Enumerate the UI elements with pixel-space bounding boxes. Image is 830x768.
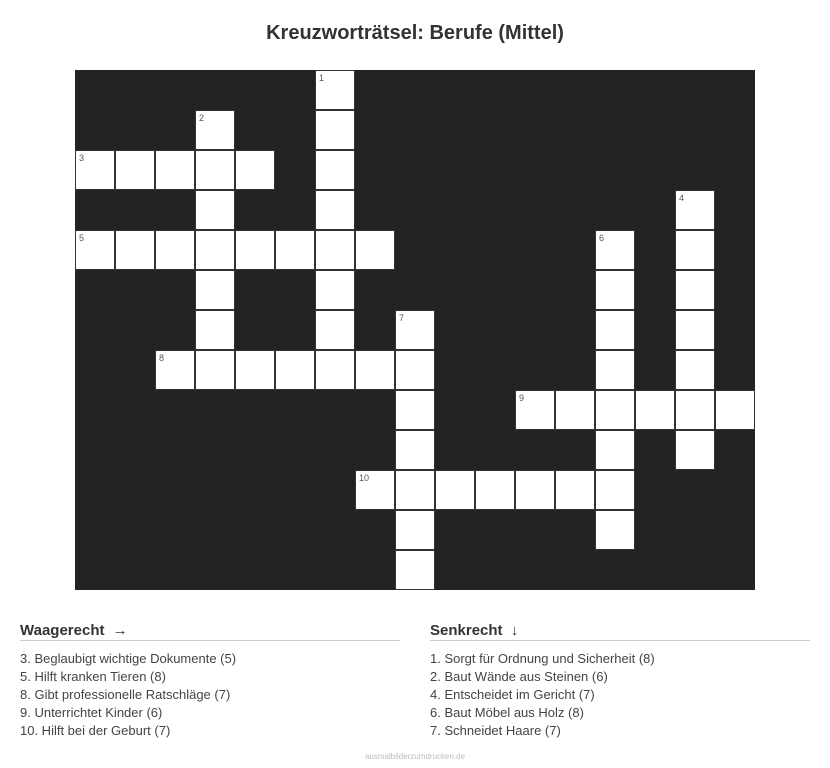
crossword-cell[interactable] [195, 230, 235, 270]
down-clue: 2. Baut Wände aus Steinen (6) [430, 669, 608, 684]
crossword-cell[interactable] [675, 230, 715, 270]
crossword-cell[interactable] [595, 510, 635, 550]
clue-number: 4 [679, 193, 685, 203]
crossword-cell[interactable] [195, 310, 235, 350]
arrow-right-icon: → [112, 622, 128, 639]
clue-number: 3 [79, 153, 85, 163]
crossword-cell[interactable] [75, 230, 115, 270]
clue-number: 2 [199, 113, 205, 123]
down-heading-label: Senkrecht [430, 622, 503, 639]
crossword-cell[interactable] [675, 430, 715, 470]
clue-number: 6 [599, 233, 605, 243]
crossword-cell[interactable] [115, 230, 155, 270]
crossword-cell[interactable] [355, 470, 395, 510]
crossword-cell[interactable] [355, 350, 395, 390]
down-clue-list [430, 650, 810, 740]
clue-number: 7 [399, 313, 405, 323]
clue-number: 10 [359, 473, 370, 483]
crossword-cell[interactable] [595, 270, 635, 310]
crossword-cell[interactable] [235, 230, 275, 270]
crossword-cell[interactable] [195, 270, 235, 310]
crossword-cell[interactable] [315, 270, 355, 310]
crossword-cell[interactable] [195, 350, 235, 390]
crossword-cell[interactable] [235, 350, 275, 390]
across-clue: 9. Unterrichtet Kinder (6) [20, 705, 163, 720]
crossword-cell[interactable] [395, 430, 435, 470]
crossword-cell[interactable] [155, 150, 195, 190]
across-clue: 3. Beglaubigt wichtige Dokumente (5) [20, 651, 237, 666]
crossword-cell[interactable] [195, 110, 235, 150]
down-clue: 7. Schneidet Haare (7) [430, 723, 561, 738]
crossword-cell[interactable] [515, 390, 555, 430]
crossword-cell[interactable] [395, 390, 435, 430]
crossword-cell[interactable] [195, 150, 235, 190]
crossword-cell[interactable] [315, 350, 355, 390]
clue-number: 1 [319, 73, 325, 83]
clue-number: 8 [159, 353, 165, 363]
crossword-grid [75, 70, 755, 590]
crossword-cell[interactable] [195, 190, 235, 230]
crossword-cell[interactable] [395, 310, 435, 350]
crossword-cell[interactable] [435, 470, 475, 510]
across-clues-panel [20, 622, 400, 740]
crossword-cell[interactable] [315, 190, 355, 230]
across-heading [20, 622, 400, 641]
clue-number: 5 [79, 233, 85, 243]
crossword-cell[interactable] [395, 510, 435, 550]
crossword-cell[interactable] [635, 390, 675, 430]
crossword-cell[interactable] [595, 230, 635, 270]
across-clue: 10. Hilft bei der Geburt (7) [20, 723, 171, 738]
crossword-cell[interactable] [555, 470, 595, 510]
crossword-cell[interactable] [475, 470, 515, 510]
crossword-cell[interactable] [395, 470, 435, 510]
crossword-cell[interactable] [675, 350, 715, 390]
crossword-cell[interactable] [115, 150, 155, 190]
crossword-cell[interactable] [595, 470, 635, 510]
crossword-cell[interactable] [315, 230, 355, 270]
down-clue: 4. Entscheidet im Gericht (7) [430, 687, 595, 702]
page-title: Kreuzworträtsel: Berufe (Mittel) [266, 22, 564, 44]
crossword-cell[interactable] [235, 150, 275, 190]
crossword-cell[interactable] [155, 350, 195, 390]
crossword-cell[interactable] [155, 230, 195, 270]
crossword-cell[interactable] [315, 310, 355, 350]
down-clue: 6. Baut Möbel aus Holz (8) [430, 705, 584, 720]
crossword-cell[interactable] [275, 230, 315, 270]
down-clues-panel [430, 622, 810, 740]
crossword-cell[interactable] [555, 390, 595, 430]
across-clue-list [20, 650, 400, 740]
across-heading-label: Waagerecht [20, 622, 105, 639]
crossword-cell[interactable] [675, 310, 715, 350]
crossword-cell[interactable] [675, 270, 715, 310]
crossword-cell[interactable] [595, 430, 635, 470]
crossword-cell[interactable] [675, 390, 715, 430]
down-clue: 1. Sorgt für Ordnung und Sicherheit (8) [430, 651, 655, 666]
crossword-cell[interactable] [315, 150, 355, 190]
crossword-cell[interactable] [595, 350, 635, 390]
footer-credit: ausmalbilderzumdrucken.de [364, 752, 466, 761]
across-clue: 5. Hilft kranken Tieren (8) [20, 669, 166, 684]
crossword-cell[interactable] [595, 390, 635, 430]
arrow-down-icon: ↓ [510, 622, 519, 639]
crossword-cell[interactable] [675, 190, 715, 230]
crossword-cell[interactable] [515, 470, 555, 510]
crossword-cell[interactable] [395, 350, 435, 390]
crossword-cell[interactable] [595, 310, 635, 350]
across-clue: 8. Gibt professionelle Ratschläge (7) [20, 687, 231, 702]
crossword-cell[interactable] [75, 150, 115, 190]
crossword-cell[interactable] [395, 550, 435, 590]
crossword-cell[interactable] [315, 70, 355, 110]
crossword-cell[interactable] [355, 230, 395, 270]
crossword-cell[interactable] [315, 110, 355, 150]
crossword-cell[interactable] [275, 350, 315, 390]
clue-number: 9 [519, 393, 525, 403]
down-heading [430, 622, 810, 641]
crossword-cell[interactable] [715, 390, 755, 430]
